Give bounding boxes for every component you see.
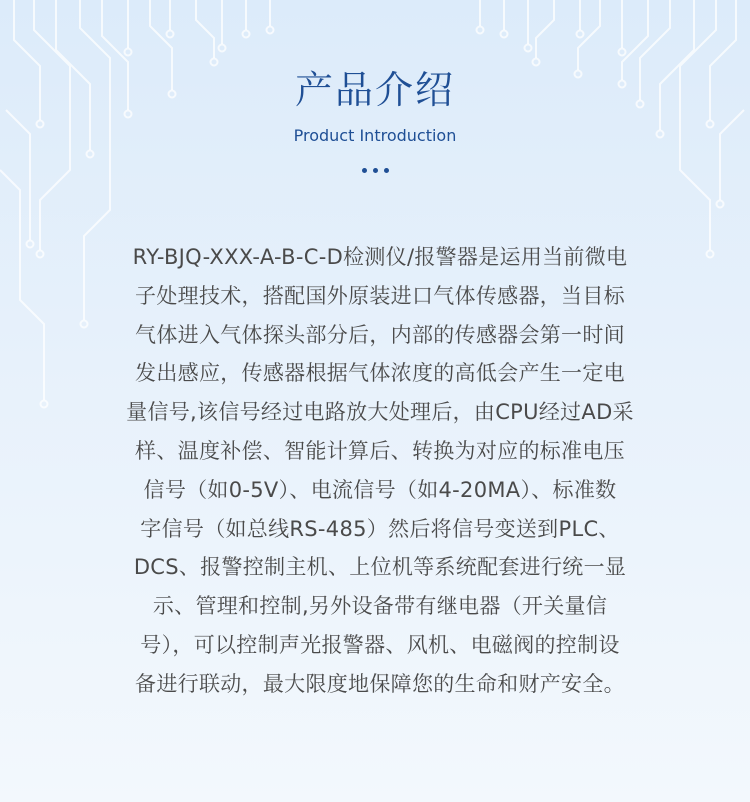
ellipsis-divider — [0, 168, 750, 173]
description-line: 样、温度补偿、智能计算后、转换为对应的标准电压 — [135, 438, 625, 463]
divider-dot — [362, 168, 367, 173]
description-line: 量信号,该信号经过电路放大处理后，由CPU经过AD采 — [126, 400, 634, 425]
description-line: 发出感应，传感器根据气体浓度的高低会产生一定电 — [135, 361, 625, 386]
description-line: 子处理技术，搭配国外原装进口气体传感器，当目标 — [135, 283, 625, 308]
page-subtitle: Product Introduction — [293, 126, 457, 145]
divider-dot — [384, 168, 389, 173]
description-line: 字信号（如总线RS-485）然后将信号变送到PLC、 — [140, 516, 620, 541]
description-line: 号），可以控制声光报警器、风机、电磁阀的控制设 — [140, 632, 620, 657]
divider-dot — [373, 168, 378, 173]
description-line: 气体进入气体探头部分后，内部的传感器会第一时间 — [135, 322, 625, 347]
product-description — [100, 238, 660, 704]
page-title: 产品介绍 — [294, 68, 455, 112]
description-line: 示、管理和控制,另外设备带有继电器（开关量信 — [152, 594, 608, 619]
description-line: 信号（如0-5V）、电流信号（如4-20MA）、标准数 — [143, 477, 617, 502]
description-line: 备进行联动，最大限度地保障您的生命和财产安全。 — [135, 671, 625, 696]
description-line: RY-BJQ-XXX-A-B-C-D检测仪/报警器是运用当前微电 — [132, 245, 628, 269]
description-line: DCS、报警控制主机、上位机等系统配套进行统一显 — [133, 555, 627, 580]
